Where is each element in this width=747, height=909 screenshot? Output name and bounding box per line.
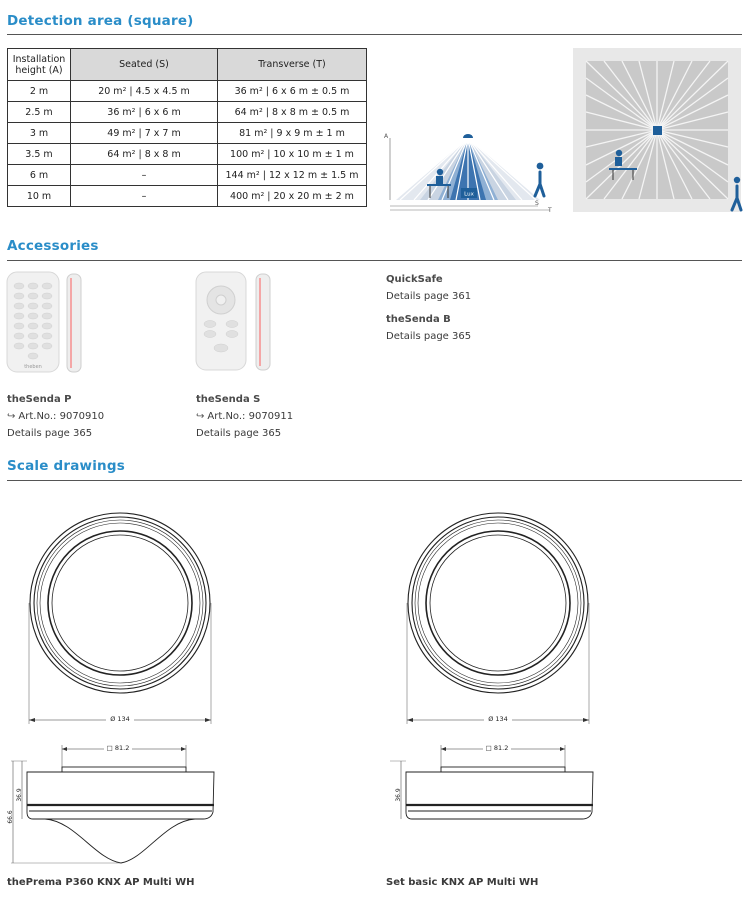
accessory-name: theSenda B	[386, 314, 451, 325]
prema-top-view-drawing	[20, 514, 220, 729]
table-cell: 3.5 m	[8, 144, 71, 165]
detection-side-view-diagram	[380, 128, 560, 218]
arrow-icon: ↪	[7, 411, 16, 422]
accessory-details: Details page 361	[386, 291, 472, 302]
walking-person-icon	[535, 163, 544, 196]
diameter-label: Ø 134	[110, 715, 130, 723]
table-row	[8, 165, 367, 186]
table-row	[8, 123, 367, 144]
set-basic-top-view-drawing	[398, 514, 598, 729]
section-title-scale: Scale drawings	[7, 458, 125, 474]
transverse-axis-label: T	[548, 207, 552, 214]
sensor-icon	[463, 134, 473, 138]
section-title-accessories: Accessories	[7, 238, 99, 254]
table-header-height: Installation height (A)	[8, 49, 71, 81]
thesenda-p-remote-image	[7, 272, 87, 376]
table-cell: 400 m² | 20 x 20 m ± 2 m	[218, 186, 367, 207]
accessory-details: Details page 365	[7, 428, 93, 439]
table-cell: 20 m² | 4.5 x 4.5 m	[71, 81, 218, 102]
square-label: □ 81.2	[106, 744, 130, 752]
table-cell: 2.5 m	[8, 102, 71, 123]
accessory-name: theSenda S	[196, 394, 261, 405]
remote-brand-label: theben	[24, 364, 42, 370]
height-dim-label: 36.9	[395, 788, 402, 802]
set-basic-side-view-drawing	[384, 741, 599, 831]
section-rule	[7, 260, 742, 261]
table-row	[8, 144, 367, 165]
table-cell: 6 m	[8, 165, 71, 186]
accessory-name: QuickSafe	[386, 274, 443, 285]
accessory-thesenda-p	[7, 391, 104, 442]
table-cell: –	[71, 165, 218, 186]
accessory-art-no: ↪ Art.No.: 9070910	[7, 411, 105, 422]
accessory-thesenda-s	[196, 391, 293, 442]
accessory-thesenda-b	[386, 311, 471, 345]
table-cell: –	[71, 186, 218, 207]
table-cell: 81 m² | 9 x 9 m ± 1 m	[218, 123, 367, 144]
prema-side-view-drawing	[5, 741, 220, 868]
table-cell: 64 m² | 8 x 8 m	[71, 144, 218, 165]
table-cell: 36 m² | 6 x 6 m ± 0.5 m	[218, 81, 367, 102]
accessory-name: theSenda P	[7, 394, 72, 405]
table-header-transverse: Transverse (T)	[218, 49, 367, 81]
height-axis-label: A	[384, 133, 389, 140]
accessory-details: Details page 365	[386, 331, 472, 342]
sensor-icon	[653, 126, 662, 135]
accessory-quicksafe	[386, 271, 471, 305]
diameter-label: Ø 134	[488, 715, 508, 723]
table-cell: 144 m² | 12 x 12 m ± 1.5 m	[218, 165, 367, 186]
table-row	[8, 186, 367, 207]
drawing-caption-left: thePrema P360 KNX AP Multi WH	[7, 877, 195, 888]
drawing-caption-right: Set basic KNX AP Multi WH	[386, 877, 539, 888]
table-header-seated: Seated (S)	[71, 49, 218, 81]
table-cell: 10 m	[8, 186, 71, 207]
detection-top-view-diagram	[573, 48, 743, 216]
total-height-dim-label: 66.6	[7, 810, 14, 824]
accessory-art-no: ↪ Art.No.: 9070911	[196, 411, 294, 422]
section-rule	[7, 34, 742, 35]
table-cell: 64 m² | 8 x 8 m ± 0.5 m	[218, 102, 367, 123]
section-rule	[7, 480, 742, 481]
seated-axis-label: S	[535, 200, 539, 207]
thesenda-s-remote-image	[196, 272, 276, 376]
arrow-icon: ↪	[196, 411, 205, 422]
table-cell: 2 m	[8, 81, 71, 102]
table-cell: 100 m² | 10 x 10 m ± 1 m	[218, 144, 367, 165]
square-label: □ 81.2	[485, 744, 509, 752]
height-dim-label: 36.9	[16, 788, 23, 802]
table-cell: 36 m² | 6 x 6 m	[71, 102, 218, 123]
accessory-details: Details page 365	[196, 428, 282, 439]
detection-table	[7, 48, 367, 207]
table-row	[8, 81, 367, 102]
section-title-detection: Detection area (square)	[7, 13, 194, 29]
table-cell: 49 m² | 7 x 7 m	[71, 123, 218, 144]
table-cell: 3 m	[8, 123, 71, 144]
lux-label: Lux	[464, 191, 474, 198]
table-row	[8, 102, 367, 123]
